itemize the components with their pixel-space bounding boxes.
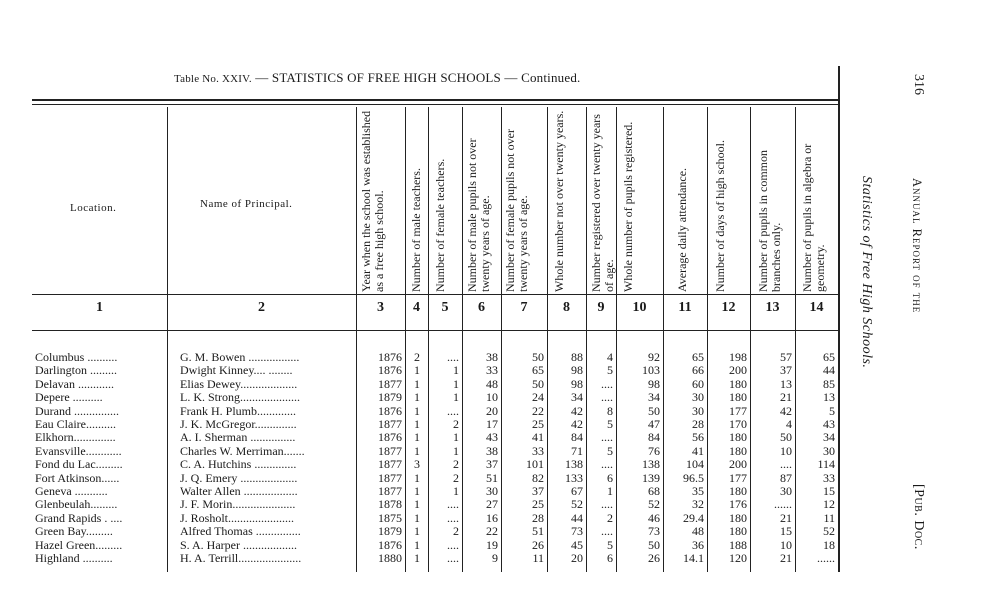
cell-days: 120	[729, 552, 747, 565]
cell-whole-not-over-twenty: 67	[571, 485, 583, 498]
table-title-text: — STATISTICS OF FREE HIGH SCHOOLS — Continued.	[255, 70, 581, 85]
cell-registered-over-twenty: 5	[607, 538, 613, 552]
cell-algebra-geometry: 65	[823, 351, 835, 364]
cell-male-pupils: 38	[486, 351, 498, 364]
cell-location: Highland ..........	[35, 552, 113, 565]
cell-days: 176	[729, 498, 747, 512]
cell-male-teachers: 1	[414, 391, 420, 405]
cell-registered-over-twenty: ....	[601, 391, 613, 405]
cell-whole-registered: 50	[648, 538, 660, 552]
cell-whole-registered: 34	[648, 391, 660, 405]
header-c14-text: Number of pupils in algebra or geometry.	[800, 143, 827, 292]
cell-year: 1876	[378, 431, 402, 445]
cell-location: Eau Claire..........	[35, 418, 116, 431]
cell-male-teachers: 1	[414, 404, 420, 418]
cell-whole-not-over-twenty: 98	[571, 364, 583, 378]
cell-algebra-geometry: 5	[829, 404, 835, 418]
column-rule	[167, 107, 168, 572]
top-rule	[32, 99, 840, 101]
cell-principal: H. A. Terrill.....................	[180, 552, 302, 565]
cell-common-branches: 15	[780, 525, 792, 539]
column-number: 9	[597, 300, 605, 315]
cell-days: 188	[729, 538, 747, 552]
cell-year: 1876	[378, 364, 402, 378]
cell-common-branches: 87	[780, 471, 792, 485]
cell-female-teachers: ....	[447, 498, 459, 512]
cell-male-pupils: 30	[486, 485, 498, 498]
cell-year: 1879	[378, 391, 402, 405]
cell-average-attendance: 36	[692, 538, 704, 552]
column-number: 3	[377, 300, 384, 315]
cell-common-branches: 21	[780, 511, 792, 525]
cell-days: 198	[729, 351, 747, 364]
cell-location: Hazel Green.........	[35, 538, 123, 552]
cell-male-teachers: 1	[414, 431, 420, 445]
cell-whole-registered: 47	[648, 418, 660, 431]
cell-registered-over-twenty: ....	[601, 431, 613, 445]
cell-female-teachers: 2	[453, 471, 459, 485]
cell-female-teachers: 1	[453, 377, 459, 391]
column-number: 8	[563, 300, 570, 315]
cell-common-branches: ....	[780, 458, 792, 472]
cell-female-teachers: 1	[453, 391, 459, 405]
column-number: 13	[765, 300, 780, 315]
cell-whole-not-over-twenty: 98	[571, 377, 583, 391]
cell-whole-registered: 73	[648, 525, 660, 539]
cell-common-branches: 13	[780, 377, 792, 391]
cell-year: 1877	[378, 418, 402, 431]
cell-whole-registered: 139	[642, 471, 660, 485]
cell-male-teachers: 1	[414, 511, 420, 525]
cell-male-pupils: 19	[486, 538, 498, 552]
cell-principal: Dwight Kinney.... ........	[180, 364, 293, 378]
cell-registered-over-twenty: ....	[601, 377, 613, 391]
cell-algebra-geometry: 114	[817, 458, 835, 472]
cell-male-pupils: 9	[492, 552, 498, 565]
cell-female-pupils: 50	[532, 377, 544, 391]
cell-days: 180	[729, 511, 747, 525]
cell-algebra-geometry: ......	[817, 552, 835, 565]
cell-algebra-geometry: 30	[823, 444, 835, 458]
cell-algebra-geometry: 44	[823, 364, 835, 378]
cell-common-branches: 50	[780, 431, 792, 445]
cell-registered-over-twenty: 6	[607, 471, 613, 485]
cell-whole-not-over-twenty: 133	[565, 471, 583, 485]
cell-male-teachers: 2	[414, 351, 420, 364]
cell-average-attendance: 66	[692, 364, 704, 378]
cell-registered-over-twenty: 1	[607, 485, 613, 498]
cell-algebra-geometry: 18	[823, 538, 835, 552]
cell-registered-over-twenty: ....	[601, 498, 613, 512]
cell-algebra-geometry: 12	[823, 498, 835, 512]
cell-location: Evansville............	[35, 444, 122, 458]
cell-days: 180	[729, 391, 747, 405]
cell-female-teachers: ....	[447, 351, 459, 364]
cell-whole-not-over-twenty: 45	[571, 538, 583, 552]
header-c7-text: Number of female pupils not over twenty years of age.	[503, 129, 530, 292]
cell-male-teachers: 3	[414, 458, 420, 472]
cell-principal: Elias Dewey...................	[180, 377, 298, 391]
header-c4-text: Number of male teachers.	[409, 168, 423, 292]
cell-principal: J. K. McGregor..............	[180, 418, 297, 431]
cell-principal: Charles W. Merriman.......	[180, 444, 305, 458]
cell-male-pupils: 17	[486, 418, 498, 431]
cell-whole-registered: 46	[648, 511, 660, 525]
cell-male-pupils: 38	[486, 444, 498, 458]
cell-common-branches: 21	[780, 552, 792, 565]
cell-algebra-geometry: 85	[823, 377, 835, 391]
cell-whole-not-over-twenty: 84	[571, 431, 583, 445]
cell-female-pupils: 82	[532, 471, 544, 485]
cell-average-attendance: 65	[692, 351, 704, 364]
cell-whole-registered: 68	[648, 485, 660, 498]
cell-year: 1877	[378, 444, 402, 458]
cell-female-pupils: 50	[532, 351, 544, 364]
cell-female-teachers: 2	[453, 418, 459, 431]
cell-male-teachers: 1	[414, 364, 420, 378]
cell-whole-not-over-twenty: 42	[571, 418, 583, 431]
column-number: 4	[413, 300, 420, 315]
cell-male-pupils: 51	[486, 471, 498, 485]
cell-registered-over-twenty: 4	[607, 351, 613, 364]
cell-year: 1877	[378, 458, 402, 472]
cell-average-attendance: 104	[686, 458, 704, 472]
cell-common-branches: 57	[780, 351, 792, 364]
cell-days: 170	[729, 418, 747, 431]
cell-male-pupils: 43	[486, 431, 498, 445]
header-c3-text: Year when the school was established as a free high school.	[359, 110, 386, 292]
cell-whole-registered: 50	[648, 404, 660, 418]
cell-male-teachers: 1	[414, 444, 420, 458]
cell-algebra-geometry: 11	[823, 511, 835, 525]
cell-registered-over-twenty: 5	[607, 418, 613, 431]
cell-male-teachers: 1	[414, 552, 420, 565]
cell-location: Grand Rapids . ....	[35, 511, 123, 525]
top-rule-thin	[32, 104, 840, 105]
cell-days: 180	[729, 485, 747, 498]
cell-female-teachers: ....	[447, 552, 459, 565]
cell-year: 1876	[378, 351, 402, 364]
cell-whole-registered: 84	[648, 431, 660, 445]
cell-principal: J. Rosholt......................	[180, 511, 295, 525]
cell-female-teachers: 1	[453, 444, 459, 458]
header-c6-text: Number of male pupils not over twenty years of age.	[465, 138, 492, 292]
cell-male-teachers: 1	[414, 471, 420, 485]
cell-whole-registered: 76	[648, 444, 660, 458]
cell-female-pupils: 41	[532, 431, 544, 445]
cell-female-teachers: 2	[453, 458, 459, 472]
column-number: 11	[678, 300, 692, 315]
cell-whole-not-over-twenty: 20	[571, 552, 583, 565]
cell-male-teachers: 1	[414, 418, 420, 431]
header-c8-text: Whole number not over twenty years.	[552, 110, 566, 292]
cell-location: Durand ...............	[35, 404, 119, 418]
cell-days: 200	[729, 458, 747, 472]
cell-female-pupils: 51	[532, 525, 544, 539]
cell-algebra-geometry: 43	[823, 418, 835, 431]
cell-female-pupils: 24	[532, 391, 544, 405]
cell-location: Fond du Lac.........	[35, 458, 123, 472]
cell-whole-not-over-twenty: 42	[571, 404, 583, 418]
cell-whole-registered: 98	[648, 377, 660, 391]
cell-common-branches: 10	[780, 444, 792, 458]
cell-average-attendance: 56	[692, 431, 704, 445]
cell-registered-over-twenty: 6	[607, 552, 613, 565]
cell-female-pupils: 33	[532, 444, 544, 458]
cell-registered-over-twenty: 2	[607, 511, 613, 525]
cell-year: 1880	[378, 552, 402, 565]
header-location: Location.	[70, 202, 117, 214]
header-c9-text: Number registered over twenty years of age.	[589, 114, 616, 292]
cell-algebra-geometry: 13	[823, 391, 835, 405]
cell-female-pupils: 22	[532, 404, 544, 418]
column-number: 6	[478, 300, 485, 315]
cell-days: 180	[729, 377, 747, 391]
cell-location: Fort Atkinson......	[35, 471, 120, 485]
cell-days: 180	[729, 525, 747, 539]
cell-whole-registered: 52	[648, 498, 660, 512]
cell-location: Darlington .........	[35, 364, 117, 378]
cell-year: 1876	[378, 538, 402, 552]
column-number: 12	[721, 300, 736, 315]
header-principal: Name of Principal.	[200, 198, 293, 210]
cell-average-attendance: 32	[692, 498, 704, 512]
column-rule	[356, 107, 357, 572]
cell-male-teachers: 1	[414, 538, 420, 552]
cell-whole-registered: 138	[642, 458, 660, 472]
cell-whole-registered: 26	[648, 552, 660, 565]
column-number: 1	[96, 300, 103, 315]
cell-year: 1879	[378, 525, 402, 539]
cell-female-teachers: 1	[453, 364, 459, 378]
cell-year: 1877	[378, 485, 402, 498]
cell-days: 177	[729, 404, 747, 418]
cell-male-pupils: 10	[486, 391, 498, 405]
cell-algebra-geometry: 34	[823, 431, 835, 445]
cell-year: 1878	[378, 498, 402, 512]
table-title	[174, 70, 581, 86]
cell-average-attendance: 48	[692, 525, 704, 539]
cell-location: Elkhorn..............	[35, 431, 116, 445]
column-number: 14	[809, 300, 824, 315]
cell-whole-not-over-twenty: 88	[571, 351, 583, 364]
table-number: Table No. XXIV.	[174, 73, 252, 85]
cell-male-pupils: 27	[486, 498, 498, 512]
cell-year: 1877	[378, 471, 402, 485]
header-c5-text: Number of female teachers.	[433, 158, 447, 292]
cell-days: 180	[729, 444, 747, 458]
cell-female-pupils: 11	[532, 552, 544, 565]
cell-common-branches: 10	[780, 538, 792, 552]
table-right-rule	[838, 66, 840, 572]
cell-days: 177	[729, 471, 747, 485]
cell-whole-not-over-twenty: 44	[571, 511, 583, 525]
cell-female-pupils: 37	[532, 485, 544, 498]
cell-location: Green Bay.........	[35, 525, 113, 539]
header-c13-text: Number of pupils in common branches only.	[756, 150, 783, 292]
cell-days: 180	[729, 431, 747, 445]
cell-registered-over-twenty: 5	[607, 444, 613, 458]
running-head-report-text: Annual Report of the	[910, 178, 924, 314]
cell-female-pupils: 25	[532, 498, 544, 512]
cell-female-pupils: 26	[532, 538, 544, 552]
cell-common-branches: 21	[780, 391, 792, 405]
cell-average-attendance: 96.5	[683, 471, 704, 485]
cell-registered-over-twenty: ....	[601, 525, 613, 539]
cell-female-teachers: 2	[453, 525, 459, 539]
cell-male-pupils: 16	[486, 511, 498, 525]
cell-registered-over-twenty: 5	[607, 364, 613, 378]
cell-location: Glenbeulah.........	[35, 498, 118, 512]
column-number: 7	[520, 300, 528, 315]
page-number-text: 316	[911, 74, 926, 95]
cell-principal: Walter Allen ..................	[180, 485, 298, 498]
cell-registered-over-twenty: 8	[607, 404, 613, 418]
header-c11-text: Average daily attendance.	[675, 167, 689, 292]
cell-principal: G. M. Bowen .................	[180, 351, 300, 364]
header-c12-text: Number of days of high school.	[713, 140, 727, 292]
cell-male-pupils: 37	[486, 458, 498, 472]
cell-days: 200	[729, 364, 747, 378]
column-number: 5	[441, 300, 449, 315]
cell-average-attendance: 28	[692, 418, 704, 431]
column-number: 2	[258, 300, 265, 315]
cell-whole-not-over-twenty: 34	[571, 391, 583, 405]
cell-average-attendance: 30	[692, 404, 704, 418]
cell-male-teachers: 1	[414, 485, 420, 498]
cell-whole-registered: 103	[642, 364, 660, 378]
cell-algebra-geometry: 52	[823, 525, 835, 539]
cell-male-pupils: 22	[486, 525, 498, 539]
cell-location: Geneva ...........	[35, 485, 108, 498]
cell-whole-not-over-twenty: 71	[571, 444, 583, 458]
cell-whole-not-over-twenty: 52	[571, 498, 583, 512]
cell-principal: S. A. Harper ..................	[180, 538, 297, 552]
cell-principal: A. I. Sherman ...............	[180, 431, 296, 445]
cell-male-pupils: 48	[486, 377, 498, 391]
header-c10-text: Whole number of pupils registered.	[621, 121, 635, 292]
cell-average-attendance: 41	[692, 444, 704, 458]
cell-male-teachers: 1	[414, 525, 420, 539]
cell-male-pupils: 20	[486, 404, 498, 418]
cell-principal: Alfred Thomas ...............	[180, 525, 301, 539]
cell-year: 1876	[378, 404, 402, 418]
cell-female-teachers: 1	[453, 485, 459, 498]
cell-location: Delavan ............	[35, 377, 114, 391]
cell-average-attendance: 30	[692, 391, 704, 405]
cell-average-attendance: 60	[692, 377, 704, 391]
cell-average-attendance: 29.4	[683, 511, 704, 525]
cell-principal: L. K. Strong....................	[180, 391, 300, 405]
cell-male-teachers: 1	[414, 377, 420, 391]
cell-location: Depere ..........	[35, 391, 103, 405]
cell-whole-registered: 92	[648, 351, 660, 364]
cell-male-teachers: 1	[414, 498, 420, 512]
running-head-pub-text: [Pub. Doc.	[911, 484, 926, 550]
cell-female-teachers: ....	[447, 511, 459, 525]
cell-female-pupils: 65	[532, 364, 544, 378]
cell-principal: C. A. Hutchins ..............	[180, 458, 297, 472]
cell-female-pupils: 25	[532, 418, 544, 431]
cell-algebra-geometry: 15	[823, 485, 835, 498]
cell-year: 1877	[378, 377, 402, 391]
cell-principal: J. Q. Emery ...................	[180, 471, 298, 485]
cell-registered-over-twenty: ....	[601, 458, 613, 472]
column-number: 10	[632, 300, 647, 315]
cell-year: 1875	[378, 511, 402, 525]
column-number-rule	[32, 330, 840, 331]
cell-common-branches: 37	[780, 364, 792, 378]
cell-female-teachers: ....	[447, 538, 459, 552]
cell-female-pupils: 28	[532, 511, 544, 525]
header-bottom-rule	[32, 294, 840, 295]
cell-common-branches: 42	[780, 404, 792, 418]
cell-common-branches: 4	[786, 418, 792, 431]
cell-female-teachers: 1	[453, 431, 459, 445]
cell-principal: Frank H. Plumb.............	[180, 404, 297, 418]
cell-algebra-geometry: 33	[823, 471, 835, 485]
cell-female-teachers: ....	[447, 404, 459, 418]
cell-whole-not-over-twenty: 73	[571, 525, 583, 539]
cell-female-pupils: 101	[526, 458, 544, 472]
cell-principal: J. F. Morin.....................	[180, 498, 296, 512]
cell-average-attendance: 35	[692, 485, 704, 498]
cell-whole-not-over-twenty: 138	[565, 458, 583, 472]
cell-average-attendance: 14.1	[683, 552, 704, 565]
cell-male-pupils: 33	[486, 364, 498, 378]
running-title-text: Statistics of Free High Schools.	[859, 176, 874, 369]
cell-common-branches: 30	[780, 485, 792, 498]
cell-location: Columbus ..........	[35, 351, 118, 364]
cell-common-branches: ......	[774, 498, 792, 512]
